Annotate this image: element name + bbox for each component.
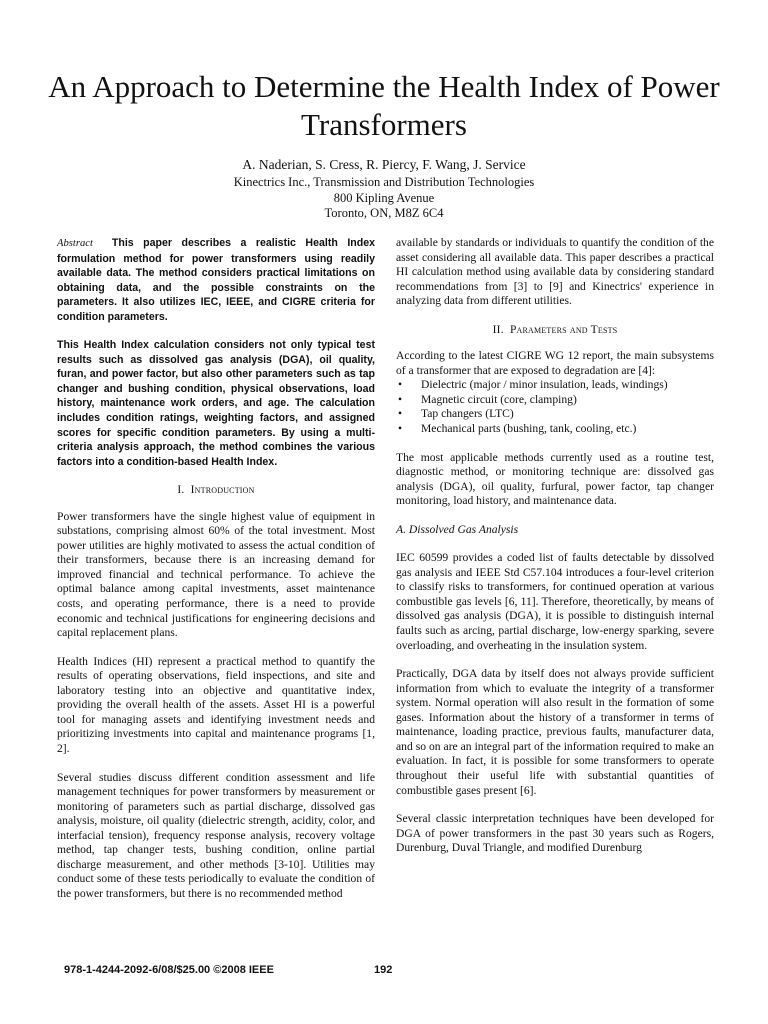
paper-title: An Approach to Determine the Health Index of Power Transformers (48, 69, 720, 142)
section-title: Parameters and Tests (509, 323, 618, 336)
affiliation-block (0, 175, 768, 222)
section-number: I. (177, 484, 185, 497)
params-paragraph-1: According to the latest CIGRE WG 12 report, the main subsystems of a transformer that are exposed to degradation are [4]: (396, 349, 714, 377)
intro-paragraph-1: Power transformers have the single highest value of equipment in substations, comprising almost 60% of the total investment. Most power utilities are highly motivated to assess the actual condition of their transformers, because there is an increasing demand for improved financial and technical performance. To achieve the optimal balance among capital investments, asset maintenance costs, and operating performance, there is a need to provide economic and technical justifications for engineering decisions and capital replacement plans. (57, 509, 375, 640)
footer-isbn: 978-1-4244-2092-6/08/$25.00 ©2008 IEEE (64, 964, 274, 976)
abstract-paragraph-2: This Health Index calculation considers not only typical test results such as dissolved gas analysis (DGA), oil quality, furan, and power factor, but also other parameters such as tap changer and bushing condition, physical observations, load history, maintenance work orders, and age. The calculation includes condition ratings, weighting factors, and assigned scores for specific condition parameters. By using a multi-criteria analysis approach, the method combines the various factors into a condition-based Health Index. (57, 339, 375, 468)
list-item: • Magnetic circuit (core, clamping) (396, 393, 714, 408)
intro-paragraph-3: Several studies discuss different condition assessment and life management techniques for power transformers by measurement or monitoring of parameters such as partial discharge, dissolved gas analysis, moisture, oil quality (dielectric strength, acidity, color, and interfacial tension), frequency response analysis, recovery voltage method, tap changer tests, bushing condition, online partial discharge measurement, and other methods [3-10]. Utilities may conduct some of these tests periodically to evaluate the condition of the power transformers, but there is no recommended method (57, 770, 375, 900)
list-item: • Dielectric (major / minor insulation, leads, windings) (396, 378, 714, 393)
page-number: 192 (374, 964, 393, 976)
section-title: Introduction (190, 484, 255, 497)
intro-paragraph-2: Health Indices (HI) represent a practical method to quantify the results of operating observations, field inspections, and site and laboratory testing into an objective and quantitative index, providing the overall health of the assets. Asset HI is a powerful tool for managing assets and identifying investment needs and prioritizing investments into capital and maintenance programs [1, 2]. (57, 654, 375, 755)
section-heading-introduction (57, 483, 375, 498)
subsystem-list (396, 378, 714, 436)
affiliation-org: Kinectrics Inc., Transmission and Distribution Technologies (233, 175, 535, 189)
abstract-label: Abstract (57, 238, 93, 249)
abstract-paragraph-1 (57, 236, 375, 324)
dga-paragraph-1: IEC 60599 provides a coded list of faults detectable by dissolved gas analysis and IEEE Std C57.104 introduces a four-level criterion to classify risks to transformers, for continued operation at various combustible gas levels [6, 11]. Therefore, theoretically, by means of dissolved gas analysis (DGA), it is possible to distinguish internal faults such as arcing, partial discharge, low-energy sparking, severe overloading, and overheating in the insulation system. (396, 551, 714, 652)
section-number: II. (492, 323, 504, 336)
right-column (396, 236, 714, 870)
affiliation-street: 800 Kipling Avenue (333, 190, 435, 205)
abstract-text-1: This paper describes a realistic Health Index formulation method for power transformers using readily available data. The method considers practical limitations on obtaining data, and the possible constraints on the parameters. It also utilizes IEC, IEEE, and CIGRE criteria for condition parameters. (57, 237, 375, 323)
list-item: • Mechanical parts (bushing, tank, cooling, etc.) (396, 422, 714, 437)
affiliation-city: Toronto, ON, M8Z 6C4 (324, 206, 444, 220)
left-column (57, 236, 375, 915)
dga-paragraph-2: Practically, DGA data by itself does not always provide sufficient information from which to evaluate the integrity of a transformer system. Normal operation will also result in the formation of some gases. Information about the history of a transformer in terms of maintenance, loading practice, previous faults, manufacturer data, and so on are an integral part of the information required to make an evaluation. In fact, it is possible for some transformers to operate throughout their useful life with substantial quantities of combustible gases present [6]. (396, 667, 714, 797)
params-paragraph-2: The most applicable methods currently used as a routine test, diagnostic method, or monitoring technique are: dissolved gas analysis (DGA), oil quality, furfural, power factor, tap changer monitoring, load history, and maintenance data. (396, 450, 714, 508)
continued-paragraph: available by standards or individuals to quantify the condition of the asset considering all available data. This paper describes a practical HI calculation method using available data by considering standard recommendations from [3] to [9] and Kinectrics' experience in analyzing data from different utilities. (396, 236, 714, 308)
section-heading-parameters (396, 323, 714, 338)
subsection-heading-dga: A. Dissolved Gas Analysis (396, 522, 519, 536)
dga-paragraph-3: Several classic interpretation techniques have been developed for DGA of power transformers in the past 30 years such as Rogers, Durenburg, Duval Triangle, and modified Durenburg (396, 812, 714, 855)
author-list: A. Naderian, S. Cress, R. Piercy, F. Wang, J. Service (242, 157, 526, 172)
list-item: • Tap changers (LTC) (396, 407, 714, 422)
